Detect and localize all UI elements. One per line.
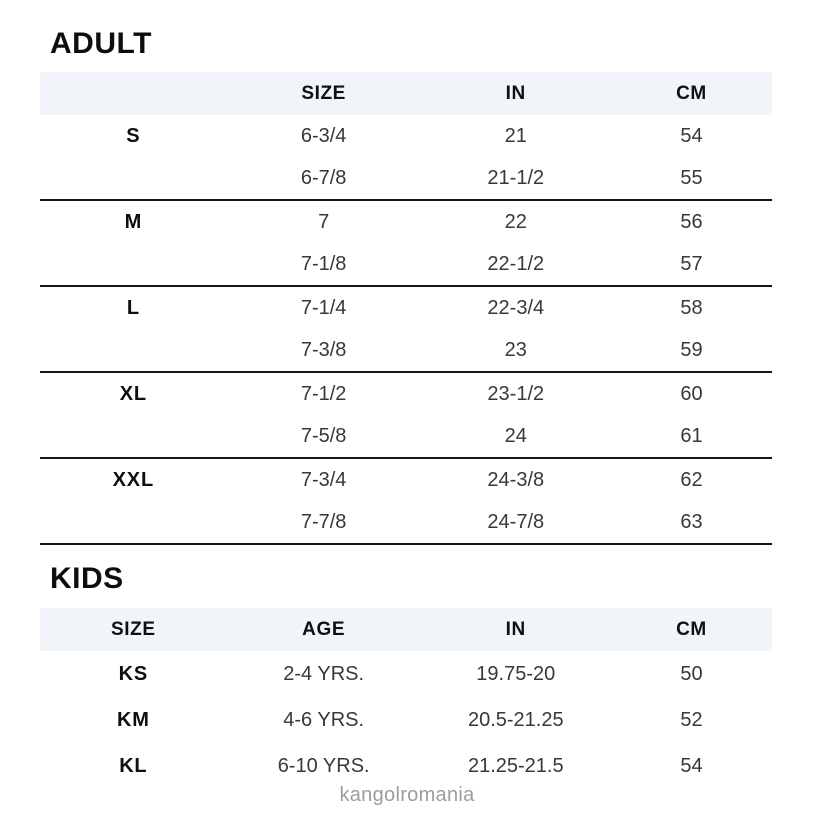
cm-value-cell: 59 xyxy=(680,338,703,361)
in-value-cell: 22-1/2 xyxy=(487,252,545,275)
in-value-cell: 21 xyxy=(504,124,527,147)
in-value-cell: 22-3/4 xyxy=(487,296,545,319)
table-row xyxy=(40,115,772,157)
adult-header-size: SIZE xyxy=(301,82,346,104)
adult-header-in: IN xyxy=(505,82,526,104)
size-value-cell: 7-1/4 xyxy=(300,296,347,319)
cm-value-cell: 54 xyxy=(680,124,703,147)
table-row xyxy=(40,743,772,789)
adult-size-group xyxy=(40,459,772,545)
table-row xyxy=(40,697,772,743)
adult-size-group xyxy=(40,373,772,459)
size-value-cell: 7-3/4 xyxy=(300,468,347,491)
size-value-cell: 7-7/8 xyxy=(300,510,347,533)
adult-size-label-cell: XXL xyxy=(112,468,154,491)
age-value-cell: 4-6 YRS. xyxy=(283,708,365,731)
cm-value-cell: 56 xyxy=(680,210,703,233)
age-value-cell: 6-10 YRS. xyxy=(277,754,370,777)
table-row xyxy=(40,201,772,243)
table-row xyxy=(40,373,772,415)
cm-value-cell: 58 xyxy=(680,296,703,319)
kids-size-table xyxy=(40,608,772,789)
adult-size-label-cell: XL xyxy=(119,382,147,405)
kids-table-body xyxy=(40,651,772,789)
adult-size-table xyxy=(40,72,772,545)
in-value-cell: 22 xyxy=(504,210,527,233)
adult-table-header-row xyxy=(40,72,772,115)
in-value-cell: 21.25-21.5 xyxy=(467,754,564,777)
in-value-cell: 23-1/2 xyxy=(487,382,545,405)
kids-size-label-cell: KS xyxy=(118,662,149,685)
size-value-cell: 7-1/8 xyxy=(300,252,347,275)
size-value-cell: 7 xyxy=(318,210,330,233)
size-value-cell: 7-3/8 xyxy=(300,338,347,361)
cm-value-cell: 57 xyxy=(680,252,703,275)
cm-value-cell: 55 xyxy=(680,166,703,189)
cm-value-cell: 50 xyxy=(680,662,703,685)
size-value-cell: 7-1/2 xyxy=(300,382,347,405)
kids-header-cm: CM xyxy=(676,618,707,640)
watermark-text: kangolromania xyxy=(339,784,475,806)
adult-size-group xyxy=(40,115,772,201)
empty-cell xyxy=(40,243,227,285)
empty-cell xyxy=(40,501,227,543)
empty-cell xyxy=(40,329,227,371)
table-row xyxy=(40,329,772,371)
adult-size-label-cell: L xyxy=(126,296,140,319)
cm-value-cell: 62 xyxy=(680,468,703,491)
in-value-cell: 24 xyxy=(504,424,527,447)
size-value-cell: 6-7/8 xyxy=(300,166,347,189)
adult-table-body xyxy=(40,115,772,545)
kids-header-age: AGE xyxy=(302,618,346,640)
cm-value-cell: 63 xyxy=(680,510,703,533)
kids-size-label-cell: KL xyxy=(119,754,148,777)
kids-header-size: SIZE xyxy=(111,618,156,640)
table-row xyxy=(40,501,772,543)
age-value-cell: 2-4 YRS. xyxy=(283,662,365,685)
adult-header-cm: CM xyxy=(676,82,707,104)
cm-value-cell: 61 xyxy=(680,424,703,447)
cm-value-cell: 52 xyxy=(680,708,703,731)
adult-header-empty xyxy=(40,72,227,115)
empty-cell xyxy=(40,157,227,199)
kids-size-label-cell: KM xyxy=(116,708,150,731)
table-row xyxy=(40,415,772,457)
adult-size-group xyxy=(40,287,772,373)
in-value-cell: 19.75-20 xyxy=(476,662,556,685)
table-row xyxy=(40,157,772,199)
adult-size-label-cell: M xyxy=(124,210,143,233)
size-value-cell: 7-5/8 xyxy=(300,424,347,447)
in-value-cell: 21-1/2 xyxy=(487,166,545,189)
kids-header-in: IN xyxy=(505,618,526,640)
adult-size-group xyxy=(40,201,772,287)
table-row xyxy=(40,243,772,285)
table-row xyxy=(40,287,772,329)
in-value-cell: 24-7/8 xyxy=(487,510,545,533)
size-value-cell: 6-3/4 xyxy=(300,124,347,147)
adult-section-title: ADULT xyxy=(50,27,152,60)
table-row xyxy=(40,459,772,501)
table-row xyxy=(40,651,772,697)
in-value-cell: 24-3/8 xyxy=(487,468,545,491)
cm-value-cell: 60 xyxy=(680,382,703,405)
in-value-cell: 23 xyxy=(504,338,527,361)
kids-section-title: KIDS xyxy=(50,562,124,595)
empty-cell xyxy=(40,415,227,457)
cm-value-cell: 54 xyxy=(680,754,703,777)
kids-table-header-row xyxy=(40,608,772,651)
adult-size-label-cell: S xyxy=(126,124,141,147)
in-value-cell: 20.5-21.25 xyxy=(467,708,564,731)
